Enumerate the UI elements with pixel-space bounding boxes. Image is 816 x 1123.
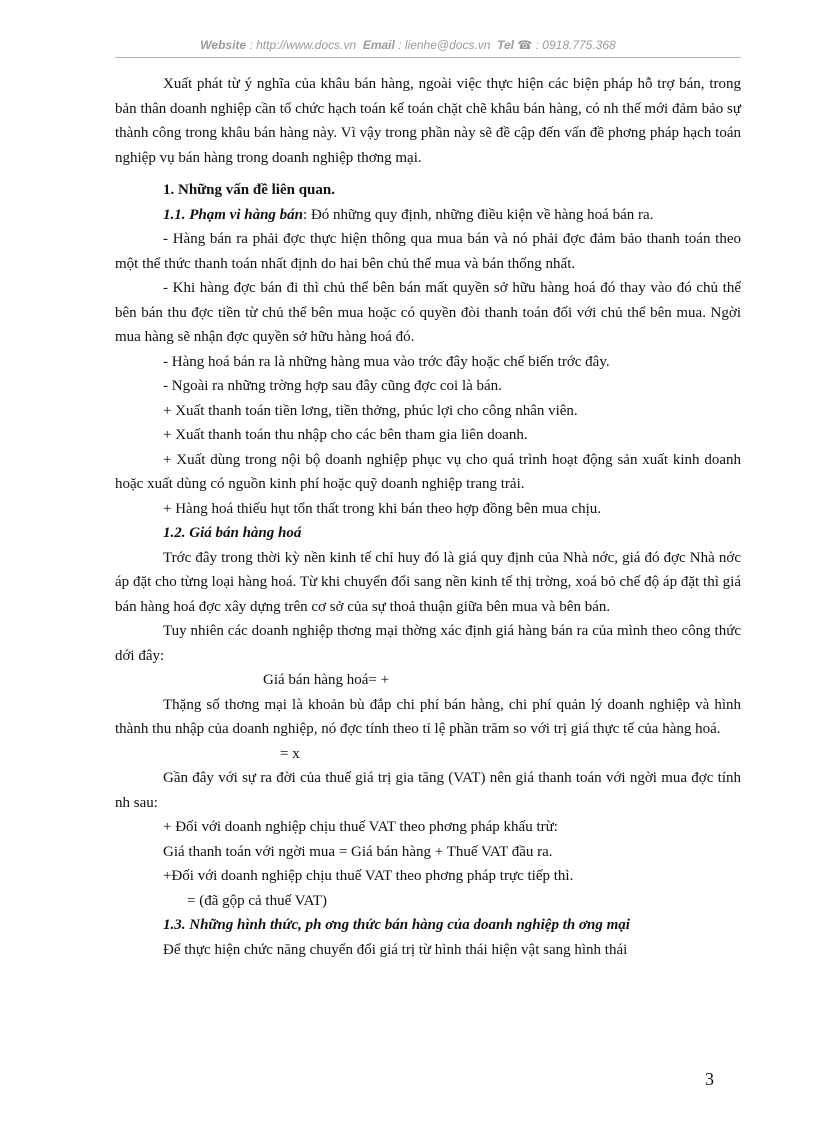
section-1-2-title: 1.2. Giá bán hàng hoá (163, 525, 302, 541)
bullet-2: - Khi hàng đợc bán đi thì chủ thể bên bán mất quyền sở hữu hàng hoá đó thay vào đó chủ thể bên bán thu đợc tiền từ chủ thể bên mua hoặc có quyền đòi thanh toán đối với chủ thể bên mua. Ngời mua hàng sẽ nhận đợc quyền sở hữu hàng hoá đó. (115, 280, 741, 345)
email-label: Email (362, 38, 395, 52)
bullet-4: - Ngoài ra những trờng hợp sau đây cũng đợc coi là bán. (163, 378, 502, 394)
paragraph-1-2-c: Thặng số thơng mại là khoản bù đắp chi phí bán hàng, chi phí quản lý doanh nghiệp và hình thành thu nhập của doanh nghiệp, nó đợc tính theo tỉ lệ phần trăm so với trị giá thực tế của hàng hoá. (115, 696, 741, 737)
bullet-9: + Đối với doanh nghiệp chịu thuế VAT theo phơng pháp khấu trừ: (163, 819, 558, 835)
page-header (0, 38, 816, 52)
header-divider (115, 57, 741, 58)
page-number: 3 (705, 1069, 714, 1089)
formula-markup: = x (280, 745, 300, 762)
bullet-8: + Hàng hoá thiếu hụt tổn thất trong khi bán theo hợp đồng bên mua chịu. (163, 500, 601, 517)
bullet-6: + Xuất thanh toán thu nhập cho các bên tham gia liên doanh. (163, 427, 528, 443)
section-1-1-title: 1.1. Phạm vi hàng bán (163, 206, 304, 223)
bullet-10: Giá thanh toán với ngời mua = Giá bán hàng + Thuế VAT đầu ra. (163, 843, 553, 860)
paragraph-1-2-a: Trớc đây trong thời kỳ nền kinh tế chỉ huy đó là giá quy định của Nhà nớc, giá đó đợc Nhà nớc áp đặt cho từng loại hàng hoá. Từ khi chuyển đổi sang nền kinh tế thị trờng, xoá bỏ chế độ áp đặt thì giá bán hàng hoá đợc xây dựng trên cơ sở của sự thoả thuận giữa bên mua và bên bán. (115, 549, 741, 615)
formula-direct: = (đã gộp cả thuế VAT) (187, 892, 327, 909)
paragraph-1-3: Để thực hiện chức năng chuyển đổi giá trị từ hình thái hiện vật sang hình thái (163, 941, 628, 958)
tel-value: ☎ : 0918.775.368 (517, 38, 616, 52)
bullet-5: + Xuất thanh toán tiền lơng, tiền thởng, phúc lợi cho công nhân viên. (163, 402, 578, 419)
email-value: : lienhe@docs.vn (398, 38, 491, 52)
section-heading-1: 1. Những vấn đề liên quan. (163, 182, 335, 198)
website-label: Website (200, 38, 247, 52)
website-value: : http://www.docs.vn (249, 38, 357, 52)
bullet-11: +Đối với doanh nghiệp chịu thuế VAT theo phơng pháp trực tiếp thì. (163, 868, 574, 884)
formula-price: Giá bán hàng hoá= + (263, 672, 390, 688)
tel-label: Tel (497, 38, 514, 52)
bullet-3: - Hàng hoá bán ra là những hàng mua vào trớc đây hoặc chế biến trớc đây. (163, 353, 610, 370)
section-1-1 (115, 203, 741, 228)
paragraph-1-2-d: Gần đây với sự ra đời của thuế giá trị gia tăng (VAT) nên giá thanh toán với ngời mua đợc tính nh sau: (115, 770, 741, 811)
section-1-3-title: 1.3. Những hình thức, ph ơng thức bán hàng của doanh nghiệp th ơng mại (163, 917, 630, 933)
bullet-1: - Hàng bán ra phải đợc thực hiện thông qua mua bán và nó phải đợc đảm bảo thanh toán theo một thể thức thanh toán nhất định do hai bên chủ thể mua và bán thống nhất. (115, 231, 741, 272)
paragraph-1-2-b: Tuy nhiên các doanh nghiệp thơng mại thờng xác định giá hàng bán ra của mình theo công thức dới đây: (115, 623, 741, 664)
intro-paragraph: Xuất phát từ ý nghĩa của khâu bán hàng, ngoài việc thực hiện các biện pháp hỗ trợ bán, trong bản thân doanh nghiệp cần tổ chức hạch toán kế toán chặt chẽ khâu bán hàng, có nh thế mới đảm bảo sự thành công trong khâu bán hàng này. Vì vậy trong phần này sẽ đề cập đến vấn đề phơng pháp hạch toán nghiệp vụ bán hàng trong doanh nghiệp thơng mại. (115, 76, 741, 166)
document-body (115, 72, 741, 962)
section-1-1-text: : Đó những quy định, những điều kiện về hàng hoá bán ra. (303, 206, 654, 223)
bullet-7: + Xuất dùng trong nội bộ doanh nghiệp phục vụ cho quá trình hoạt động sản xuất kinh doanh hoặc xuất dùng có nguồn kinh phí hoặc quỹ doanh nghiệp trang trải. (115, 451, 741, 492)
